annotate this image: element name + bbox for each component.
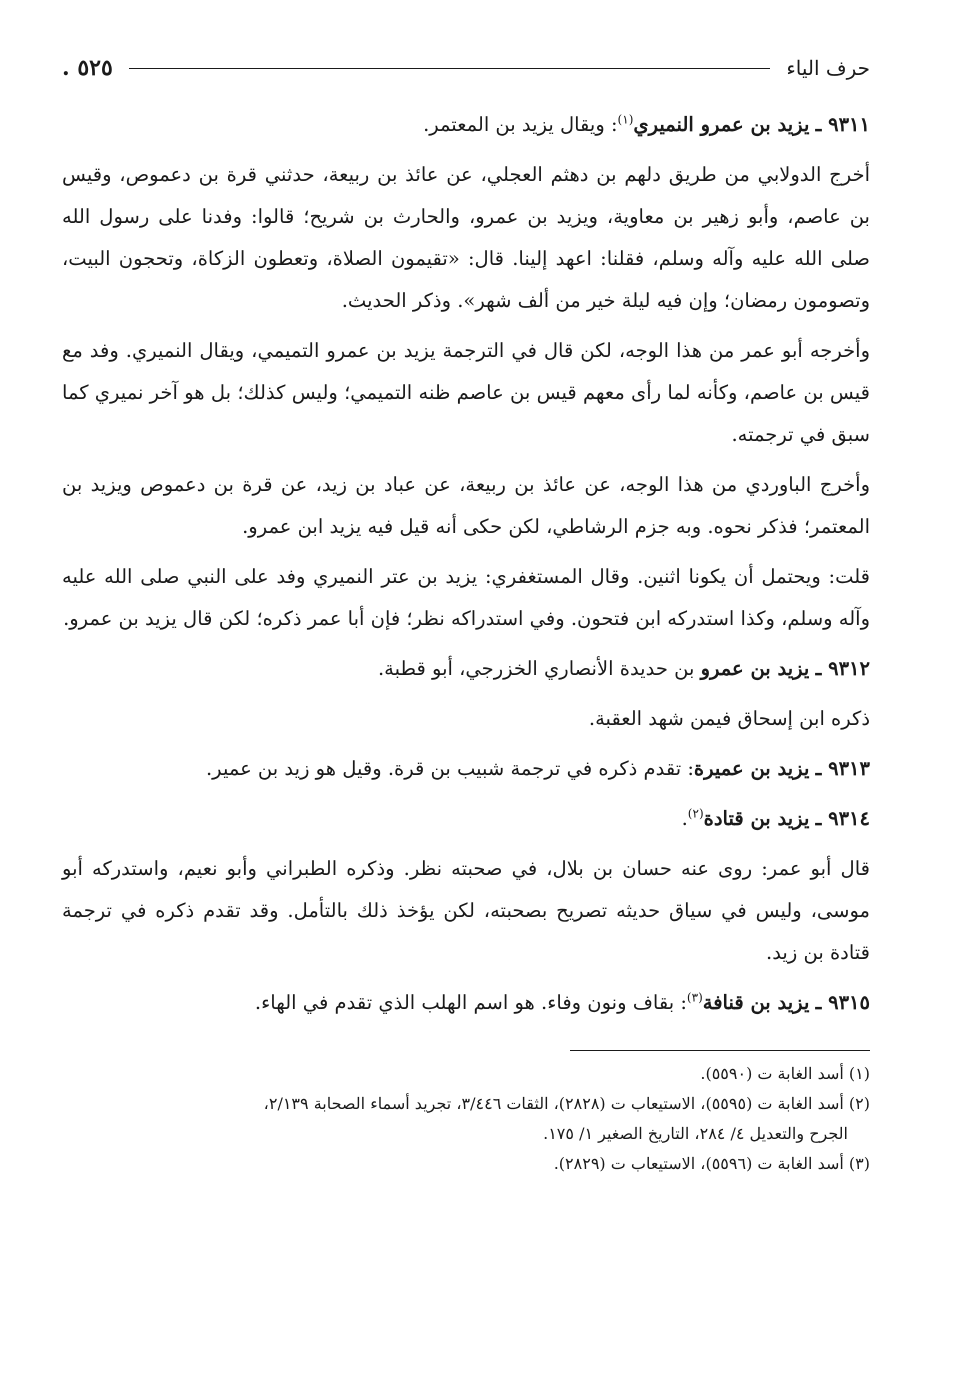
entry-9315 <box>62 982 870 1024</box>
entry-text: بن حديدة الأنصاري الخزرجي، أبو قطبة. <box>377 657 695 680</box>
entry-name: يزيد بن قتادة <box>703 807 810 830</box>
paragraph: وأخرج الباوردي من هذا الوجه، عن عائذ بن ربيعة، عن عباد بن زيد، عن قرة بن دعموص ويزيد بن المعتمر؛ فذكر نحوه. وبه جزم الرشاطي، لكن حكى أنه قيل فيه يزيد ابن عمرو. <box>62 473 870 538</box>
footnote-ref: (١) <box>617 112 634 127</box>
footnote-1: (١) أسد الغابة ت (٥٥٩٠). <box>700 1064 870 1083</box>
footnote-ref: (٣) <box>686 990 703 1005</box>
book-page <box>62 48 870 1358</box>
entry-text: . <box>681 807 688 830</box>
entry-name: يزيد بن عميرة <box>693 757 810 780</box>
entry-text: : ويقال يزيد بن المعتمر. <box>423 113 618 136</box>
paragraph: وأخرجه أبو عمر من هذا الوجه، لكن قال في الترجمة يزيد بن عمرو التميمي، ويقال النميري. وفد مع قيس بن عاصم، وكأنه لما رأى معهم قيس بن عاصم ظنه التميمي؛ وليس كذلك؛ بل هو آخر نميري كما سبق في ترجمته. <box>62 339 870 446</box>
entry-number: ٩٣١٥ ـ <box>815 991 870 1014</box>
paragraph: أخرج الدولابي من طريق دلهم بن دهثم العجلي، عن عائذ بن ربيعة، حدثني قرة بن دعموص، وقيس بن عاصم، وأبو زهير بن معاوية، ويزيد بن عمرو، والحارث بن شريح؛ قالوا: وفدنا على رسول الله صلى الله عليه وآله وسلم، فقلنا: اعهد إلينا. قال: «تقيمون الصلاة، وتعطون الزكاة، وتحجون البيت، وتصومون رمضان؛ وإن فيه ليلة خير من ألف شهر». وذكر الحديث. <box>62 163 870 312</box>
entry-text: : تقدم ذكره في ترجمة شبيب بن قرة. وقيل هو زيد بن عمير. <box>205 757 694 780</box>
section-title: حرف الياء <box>786 56 870 80</box>
paragraph: قال أبو عمر: روى عنه حسان بن بلال، في صحبته نظر. وذكره الطبراني وأبو نعيم، واستدركه أبو موسى، وليس في سياق حديثه تصريح بصحبته، لكن يؤخذ ذلك بالتأمل. وقد تقدم ذكره في ترجمة قتادة بن زيد. <box>62 857 870 964</box>
running-header <box>62 48 870 88</box>
header-rule <box>129 68 771 69</box>
paragraph: ذكره ابن إسحاق فيمن شهد العقبة. <box>588 707 870 730</box>
entry-name: يزيد بن قنافة <box>702 991 810 1014</box>
page-number: ٥٢٥ . <box>62 55 113 81</box>
footnotes <box>62 1059 870 1179</box>
entry-number: ٩٣١٤ ـ <box>815 807 870 830</box>
paragraph: قلت: ويحتمل أن يكونا اثنين. وقال المستغفري: يزيد بن عتر النميري وفد على النبي صلى الله عليه وآله وسلم، وكذا استدركه ابن فتحون. وفي استدراكه نظر؛ فإن أبا عمر ذكره؛ لكن قال يزيد بن عمرو. <box>62 565 870 630</box>
footnote-3: (٣) أسد الغابة ت (٥٥٩٦)، الاستيعاب ت (٢٨٢٩). <box>553 1154 870 1173</box>
entry-9311 <box>62 104 870 146</box>
entry-name: يزيد بن عمرو <box>700 657 810 680</box>
entry-number: ٩٣١١ ـ <box>815 113 870 136</box>
entry-9314 <box>62 798 870 840</box>
entry-9312 <box>62 648 870 690</box>
entry-name: يزيد بن عمرو النميري <box>633 113 810 136</box>
entry-9313 <box>62 748 870 790</box>
entry-text: : بقاف ونون وفاء. هو اسم الهلب الذي تقدم في الهاء. <box>254 991 687 1014</box>
footnote-ref: (٢) <box>687 806 704 821</box>
footnote-separator <box>570 1050 870 1051</box>
footnote-2-continued: الجرح والتعديل ٤/ ٢٨٤، التاريخ الصغير ١/ ١٧٥. <box>543 1124 848 1143</box>
entry-number: ٩٣١٢ ـ <box>815 657 870 680</box>
body-text <box>62 104 870 1024</box>
entry-number: ٩٣١٣ ـ <box>815 757 870 780</box>
footnote-2: (٢) أسد الغابة ت (٥٥٩٥)، الاستيعاب ت (٢٨٢٨)، الثقات ٣/٤٤٦، تجريد أسماء الصحابة ٢/١٣٩، <box>263 1094 870 1113</box>
